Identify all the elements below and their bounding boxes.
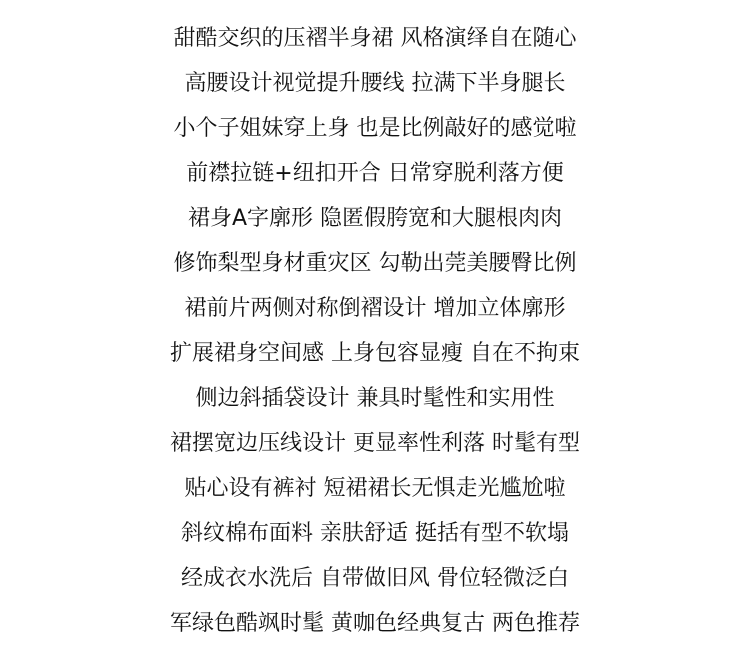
description-line-9: 侧边斜插袋设计 兼具时髦性和实用性 xyxy=(195,386,555,411)
description-line-4: 前襟拉链+纽扣开合 日常穿脱利落方便 xyxy=(186,161,564,186)
description-line-10: 裙摆宽边压线设计 更显率性利落 时髦有型 xyxy=(170,431,580,456)
description-line-7: 裙前片两侧对称倒褶设计 增加立体廓形 xyxy=(184,296,566,321)
description-line-12: 斜纹棉布面料 亲肤舒适 挺括有型不软塌 xyxy=(181,521,569,546)
description-line-3: 小个子姐妹穿上身 也是比例敲好的感觉啦 xyxy=(173,116,577,141)
description-line-13: 经成衣水洗后 自带做旧风 骨位轻微泛白 xyxy=(181,566,569,591)
description-line-14: 军绿色酷飒时髦 黄咖色经典复古 两色推荐 xyxy=(170,611,580,636)
product-description xyxy=(0,16,750,646)
description-line-11: 贴心设有裤衬 短裙裙长无惧走光尴尬啦 xyxy=(184,476,566,501)
description-line-6: 修饰梨型身材重灾区 勾勒出莞美腰臀比例 xyxy=(173,251,577,276)
description-line-2: 高腰设计视觉提升腰线 拉满下半身腿长 xyxy=(184,71,566,96)
description-line-5: 裙身A字廓形 隐匿假胯宽和大腿根肉肉 xyxy=(187,206,563,231)
description-line-1: 甜酷交织的压褶半身裙 风格演绎自在随心 xyxy=(173,26,577,51)
description-line-8: 扩展裙身空间感 上身包容显瘦 自在不拘束 xyxy=(170,341,580,366)
